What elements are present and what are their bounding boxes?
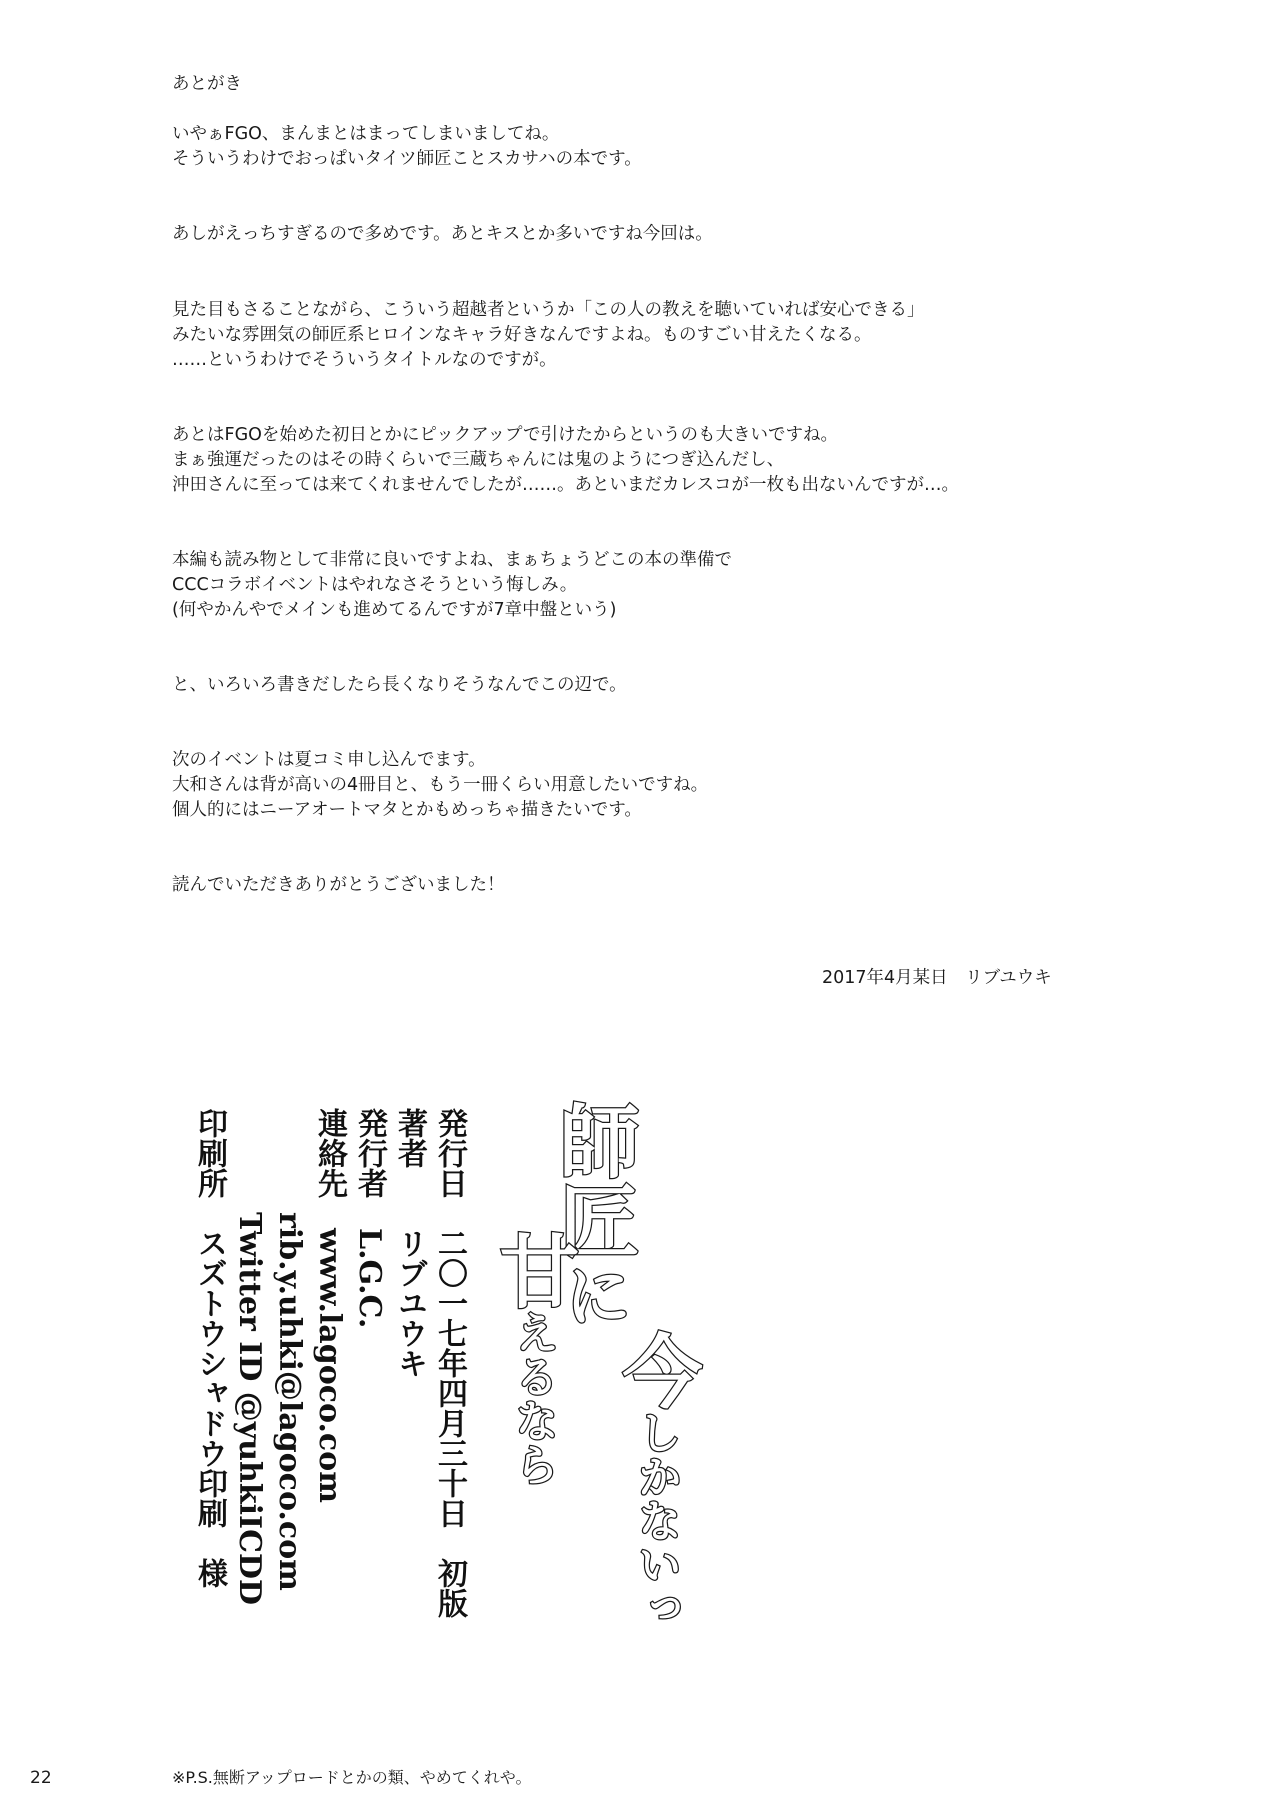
page-number: 22 <box>30 1768 52 1788</box>
text-line: 見た目もさることながら、こういう超越者というか「この人の教えを聴いていれば安心できる」 <box>172 300 925 320</box>
colophon-author <box>392 1108 426 1378</box>
text-line: いやぁFGO、まんまとはまってしまいましてね。 <box>172 124 560 144</box>
text-line: CCCコラボイベントはやれなさそうという悔しみ。 <box>172 575 578 595</box>
colophon-contact <box>312 1108 346 1503</box>
text-line: みたいな雰囲気の師匠系ヒロインなキャラ好きなんですよね。ものすごい甘えたくなる。 <box>172 325 872 345</box>
colophon-issue-date <box>432 1108 466 1618</box>
text-line: 次のイベントは夏コミ申し込んでます。 <box>172 750 486 770</box>
colophon-label: 連絡先 <box>312 1108 347 1198</box>
text-line: 本編も読み物として非常に良いですよね、まぁちょうどこの本の準備で <box>172 550 732 570</box>
afterword-paragraph <box>172 673 627 698</box>
title-text: えるなら <box>507 1310 558 1486</box>
text-line: そういうわけでおっぱいタイツ師匠ことスカサハの本です。 <box>172 149 642 169</box>
colophon-value: 二〇一七年四月三十日 初版 <box>432 1228 467 1618</box>
text-line: 個人的にはニーアオートマタとかもめっちゃ描きたいです。 <box>172 800 642 820</box>
text-line: (何やかんやでメインも進めてるんですが7章中盤という) <box>172 600 617 620</box>
title-text: 今 <box>609 1330 702 1410</box>
text-line: ……というわけでそういうタイトルなのですが。 <box>172 350 557 370</box>
afterword-paragraph <box>172 873 505 898</box>
text-line: 読んでいただきありがとうございました！ <box>172 875 505 895</box>
colophon-label: 著者 <box>392 1108 427 1168</box>
colophon-publisher <box>352 1108 386 1328</box>
afterword-paragraph <box>172 222 713 247</box>
title-text: 甘 <box>486 1230 579 1310</box>
colophon-contact-mail: rib.y.uhki@lagoco.com <box>272 1212 307 1591</box>
colophon-label: 印刷所 <box>192 1108 227 1198</box>
afterword-paragraph <box>172 748 708 823</box>
text-line: と、いろいろ書きだしたら長くなりそうなんでこの辺で。 <box>172 675 627 695</box>
colophon-value: L.G.C. <box>352 1228 387 1329</box>
title-text: に <box>553 1260 632 1328</box>
afterword-paragraph <box>172 423 959 498</box>
text-line: あしがえっちすぎるので多めです。あとキスとか多いですね今回は。 <box>172 224 713 244</box>
colophon-label: 発行者 <box>352 1108 387 1198</box>
title-column-3 <box>609 1330 702 1630</box>
text-line: 沖田さんに至っては来てくれませんでしたが……。あといまだカレスコが一枚も出ないんですが…。 <box>172 475 959 495</box>
title-column-2 <box>486 1230 579 1486</box>
colophon-printer <box>192 1108 226 1588</box>
colophon-value: リブユウキ <box>392 1228 427 1378</box>
afterword-paragraph <box>172 298 925 373</box>
signature: 2017年4月某日 リブユウキ <box>822 968 1052 988</box>
afterword-paragraph <box>172 122 642 172</box>
text-line: あとはFGOを始めた初日とかにピックアップで引けたからというのも大きいですね。 <box>172 425 838 445</box>
colophon-value: スズトウシャドウ印刷 様 <box>192 1228 227 1588</box>
postscript-note: ※P.S.無断アップロードとかの類、やめてくれや。 <box>172 1768 532 1787</box>
afterword-paragraph <box>172 548 732 623</box>
title-text: しかないっ <box>630 1410 681 1630</box>
title-text: 師匠 <box>546 1100 639 1260</box>
colophon-label: 発行日 <box>432 1108 467 1198</box>
colophon-value: www.lagoco.com <box>312 1228 347 1503</box>
afterword-heading: あとがき <box>172 74 242 94</box>
text-line: まぁ強運だったのはその時くらいで三蔵ちゃんには鬼のようにつぎ込んだし、 <box>172 450 785 470</box>
colophon-contact-twitter: Twitter ID @yuhkiICDD <box>232 1212 267 1605</box>
text-line: 大和さんは背が高いの4冊目と、もう一冊くらい用意したいですね。 <box>172 775 709 795</box>
